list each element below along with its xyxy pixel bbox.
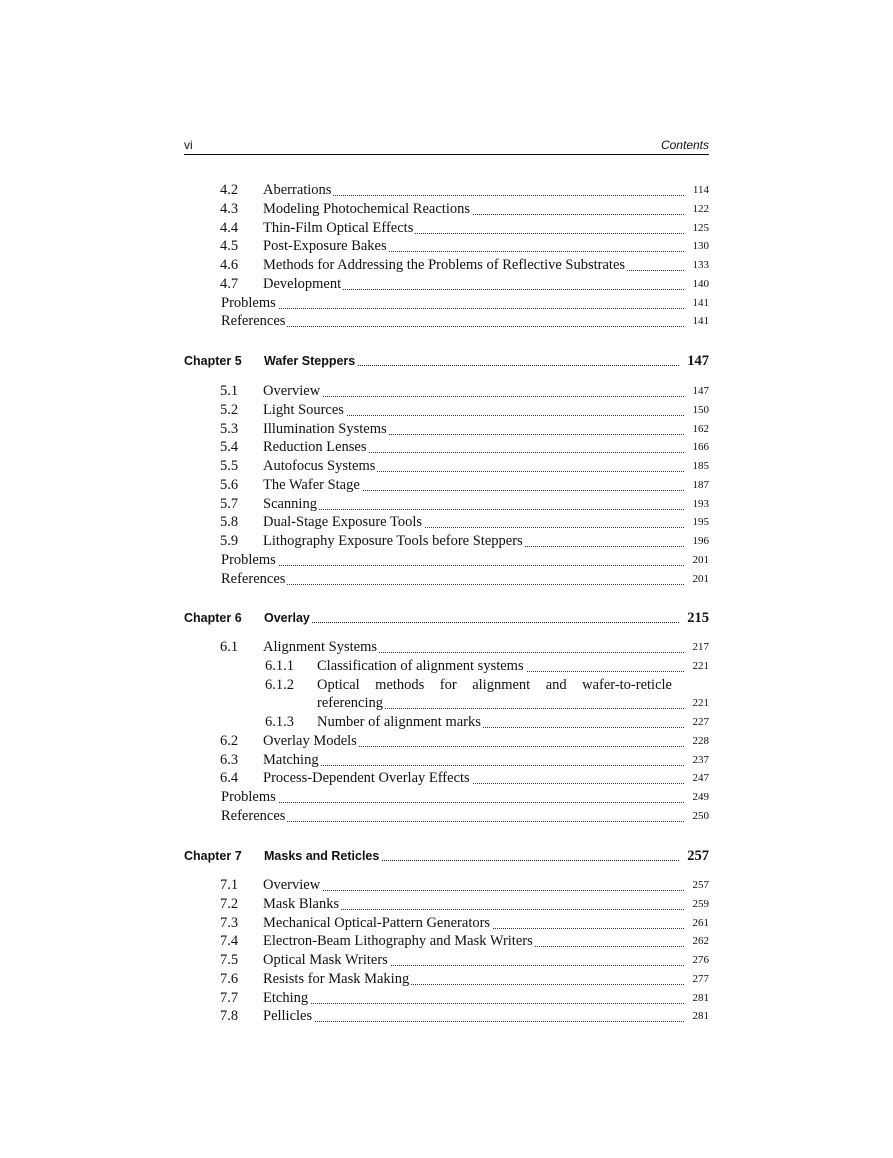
section-title-text: Illumination Systems: [263, 420, 387, 437]
section-title: [221, 294, 684, 313]
page-number: 250: [692, 809, 709, 822]
leader-dots: [263, 509, 684, 510]
page-number: 276: [692, 954, 709, 966]
section-title: [263, 200, 684, 219]
leader-dots: [221, 308, 684, 309]
page-number: 259: [692, 897, 709, 910]
page-number: 193: [692, 497, 709, 510]
page-number: 249: [692, 791, 709, 803]
toc-entry[interactable]: [0, 237, 893, 256]
leader-dots: [263, 396, 684, 397]
section-title: [263, 275, 684, 294]
page-number: 196: [692, 535, 709, 547]
section-title: [221, 312, 684, 331]
page-number: vi: [184, 138, 193, 152]
page-number: 262: [692, 935, 709, 948]
page-number: 187: [692, 478, 709, 491]
page-number: 221: [692, 659, 709, 672]
toc-entry[interactable]: [0, 420, 893, 439]
toc-entry[interactable]: [0, 914, 893, 933]
toc-entry[interactable]: [0, 751, 893, 770]
chapter-heading[interactable]: [184, 608, 709, 628]
section-title: [263, 495, 684, 514]
chapter-label: Chapter 6: [184, 611, 242, 625]
page-number: 228: [692, 734, 709, 747]
section-title-text: Reduction Lenses: [263, 439, 367, 456]
section-number: 7.2: [220, 895, 239, 912]
section-number: 5.8: [220, 514, 239, 531]
chapter-page-number: 147: [687, 353, 709, 369]
section-title-text: Lithography Exposure Tools before Steppers: [263, 533, 523, 549]
section-number: 7.7: [220, 989, 239, 1006]
section-title-text: Methods for Addressing the Problems of Reflective Substrates: [263, 257, 626, 273]
section-number: 6.4: [220, 770, 239, 787]
toc-entry[interactable]: [0, 807, 893, 826]
section-title: [263, 457, 684, 476]
section-title-text: References: [221, 807, 286, 824]
section-title: [263, 914, 684, 933]
page-number: 201: [692, 572, 709, 585]
toc-entry[interactable]: [0, 476, 893, 495]
toc-entry[interactable]: [0, 294, 893, 313]
section-title: [263, 181, 684, 200]
page-number: 125: [692, 221, 709, 234]
page-number: 141: [692, 296, 709, 309]
section-number: 5.7: [220, 495, 239, 512]
section-title-text: Problems: [221, 789, 276, 805]
toc-entry[interactable]: [0, 513, 893, 532]
section-title-text: Autofocus Systems: [263, 458, 376, 474]
toc-entry[interactable]: [0, 713, 893, 732]
page-number: 133: [692, 259, 709, 271]
section-title: [263, 401, 684, 420]
page-number: 221: [692, 697, 709, 710]
section-title-text: Resists for Mask Making: [263, 970, 410, 987]
section-title: [263, 476, 684, 495]
chapter-page-number: 257: [687, 848, 709, 864]
page-number: 257: [692, 879, 709, 891]
page-number: 166: [692, 441, 709, 454]
section-number: 4.5: [220, 238, 239, 255]
page-number: 141: [692, 315, 709, 328]
section-number: 5.5: [220, 458, 239, 474]
toc-entry[interactable]: [0, 951, 893, 970]
toc-entry[interactable]: [0, 219, 893, 238]
leader-dots: [221, 565, 684, 566]
section-number: 7.1: [220, 877, 239, 893]
section-title-text: Aberrations: [263, 182, 332, 198]
page-number: 247: [692, 772, 709, 785]
toc-entry[interactable]: [0, 638, 893, 657]
section-title-text: Overview: [263, 383, 321, 399]
section-title-text: Overview: [263, 877, 321, 893]
section-title-text: Mechanical Optical-Pattern Generators: [263, 914, 491, 931]
chapter-title-text: Masks and Reticles: [264, 849, 380, 863]
toc-entry[interactable]: [0, 932, 893, 951]
page-number: 237: [692, 753, 709, 766]
toc-entry[interactable]: [0, 275, 893, 294]
section-title-text: Problems: [221, 551, 276, 568]
section-title-text: References: [221, 570, 286, 587]
page-number: 201: [692, 553, 709, 566]
section-title-text: Matching: [263, 751, 319, 768]
section-title: [263, 989, 684, 1008]
page-number: 195: [692, 516, 709, 529]
section-title-text: Optical Mask Writers: [263, 952, 388, 968]
toc-entry[interactable]: [0, 495, 893, 514]
section-title: [263, 951, 684, 970]
leader-dots: [263, 1021, 684, 1022]
chapter-title: [264, 846, 679, 866]
section-title-text: Dual-Stage Exposure Tools: [263, 514, 422, 531]
section-title: [263, 256, 684, 275]
toc-entry[interactable]: [0, 895, 893, 914]
section-title-text: referencing: [317, 695, 384, 712]
section-number: 7.8: [220, 1008, 239, 1025]
running-title: Contents: [660, 138, 709, 152]
section-title-line1: Optical methods for alignment and wafer-to-reticle: [317, 676, 672, 693]
section-title: [263, 237, 684, 256]
section-title: [221, 788, 684, 807]
section-number: 5.9: [220, 533, 239, 549]
section-title-text: Scanning: [263, 495, 317, 512]
section-title-text: Electron-Beam Lithography and Mask Writers: [263, 933, 533, 950]
section-title-text: Process-Dependent Overlay Effects: [263, 770, 470, 787]
leader-dots: [221, 821, 684, 822]
section-number: 4.7: [220, 275, 239, 292]
section-title-text: Mask Blanks: [263, 895, 340, 912]
toc-entry[interactable]: [0, 256, 893, 275]
section-number: 4.3: [220, 200, 239, 217]
chapter-heading[interactable]: [184, 351, 709, 371]
section-title: [263, 638, 684, 657]
section-title-text: Overlay Models: [263, 732, 357, 749]
page-number: 150: [692, 403, 709, 416]
leader-dots: [221, 326, 684, 327]
section-number: 5.6: [220, 476, 239, 493]
section-number: 7.4: [220, 933, 239, 950]
section-title: [263, 876, 684, 895]
leader-dots: [221, 584, 684, 585]
section-title: [263, 1007, 684, 1026]
section-title: [221, 807, 684, 826]
toc-entry[interactable]: [0, 181, 893, 200]
page-number: 114: [692, 184, 709, 196]
section-title: [221, 551, 684, 570]
page-number: 281: [692, 1010, 709, 1023]
section-title-text: Light Sources: [263, 401, 344, 418]
section-title: [317, 657, 684, 676]
section-title: [263, 513, 684, 532]
page-number: 130: [692, 240, 709, 253]
section-number: 7.6: [220, 970, 239, 987]
section-title: [263, 532, 684, 551]
page-number: 261: [692, 916, 709, 929]
section-title-text: Problems: [221, 294, 276, 311]
chapter-heading[interactable]: [184, 846, 709, 866]
section-title-text: Thin-Film Optical Effects: [263, 219, 414, 236]
section-title-text: Post-Exposure Bakes: [263, 238, 387, 255]
section-number: 4.4: [220, 219, 239, 236]
toc-entry[interactable]: [0, 769, 893, 788]
toc-entry[interactable]: [0, 1007, 893, 1026]
chapter-title: [264, 608, 679, 628]
page-number: 140: [692, 277, 709, 290]
section-title: [263, 438, 684, 457]
section-title: [221, 570, 684, 589]
chapter-label: Chapter 5: [184, 354, 242, 368]
chapter-title-text: Overlay: [264, 611, 310, 625]
section-title-text: Development: [263, 275, 342, 292]
chapter-label: Chapter 7: [184, 849, 242, 863]
section-title: [263, 382, 684, 401]
section-title: [263, 732, 684, 751]
section-number: 5.2: [220, 401, 239, 418]
section-title: [317, 713, 684, 732]
toc-entry[interactable]: [0, 457, 893, 476]
section-number: 6.3: [220, 751, 239, 768]
toc-entry[interactable]: [0, 401, 893, 420]
section-title: [263, 219, 684, 238]
section-number: 5.3: [220, 420, 239, 437]
section-title: [263, 751, 684, 770]
leader-dots: [264, 622, 679, 623]
toc-entry[interactable]: [0, 200, 893, 219]
toc-entry[interactable]: [0, 694, 893, 713]
toc-entry[interactable]: [0, 570, 893, 589]
toc-entry[interactable]: [0, 312, 893, 331]
section-number: 6.1: [220, 639, 239, 655]
leader-dots: [221, 802, 684, 803]
section-title: [263, 769, 684, 788]
toc-entry[interactable]: [0, 876, 893, 895]
toc-entry[interactable]: [0, 788, 893, 807]
section-title-text: Classification of alignment systems: [317, 657, 524, 674]
section-number: 4.2: [220, 182, 239, 198]
toc-entry[interactable]: [0, 532, 893, 551]
page-number: 147: [692, 385, 709, 397]
section-title-text: References: [221, 313, 286, 330]
page-number: 281: [692, 991, 709, 1004]
leader-dots: [263, 765, 684, 766]
toc-entry[interactable]: [0, 970, 893, 989]
page-number: 227: [692, 716, 709, 728]
toc-entry[interactable]: [0, 438, 893, 457]
section-title-text: Alignment Systems: [263, 639, 377, 655]
section-title-text: Number of alignment marks: [317, 714, 481, 730]
section-number: 6.1.2: [265, 676, 294, 693]
section-title-text: Etching: [263, 989, 309, 1006]
section-number: 5.1: [220, 383, 239, 399]
toc-entry[interactable]: [0, 732, 893, 751]
page-number: 162: [692, 422, 709, 435]
section-title: [263, 932, 684, 951]
chapter-page-number: 215: [687, 610, 709, 626]
page-number: 277: [692, 972, 709, 985]
section-number: 5.4: [220, 439, 239, 456]
section-number: 6.2: [220, 732, 239, 749]
toc-entry[interactable]: [0, 382, 893, 401]
leader-dots: [263, 1003, 684, 1004]
section-number: 7.3: [220, 914, 239, 931]
toc-entry[interactable]: [0, 989, 893, 1008]
page-number: 185: [692, 460, 709, 472]
section-number: 4.6: [220, 257, 239, 273]
chapter-title: [264, 351, 679, 371]
toc-entry[interactable]: [0, 657, 893, 676]
section-title-text: Modeling Photochemical Reactions: [263, 200, 470, 217]
toc-entry[interactable]: [0, 551, 893, 570]
section-number: 7.5: [220, 952, 239, 968]
leader-dots: [263, 890, 684, 891]
section-title-text: Pellicles: [263, 1008, 313, 1025]
section-title-text: The Wafer Stage: [263, 476, 360, 493]
section-title: [263, 970, 684, 989]
section-number: 6.1.1: [265, 657, 294, 674]
page-number: 217: [692, 641, 709, 653]
section-title: [263, 895, 684, 914]
page-number: 122: [692, 202, 709, 215]
section-title: [263, 420, 684, 439]
chapter-title-text: Wafer Steppers: [264, 354, 356, 368]
section-number: 6.1.3: [265, 714, 294, 730]
